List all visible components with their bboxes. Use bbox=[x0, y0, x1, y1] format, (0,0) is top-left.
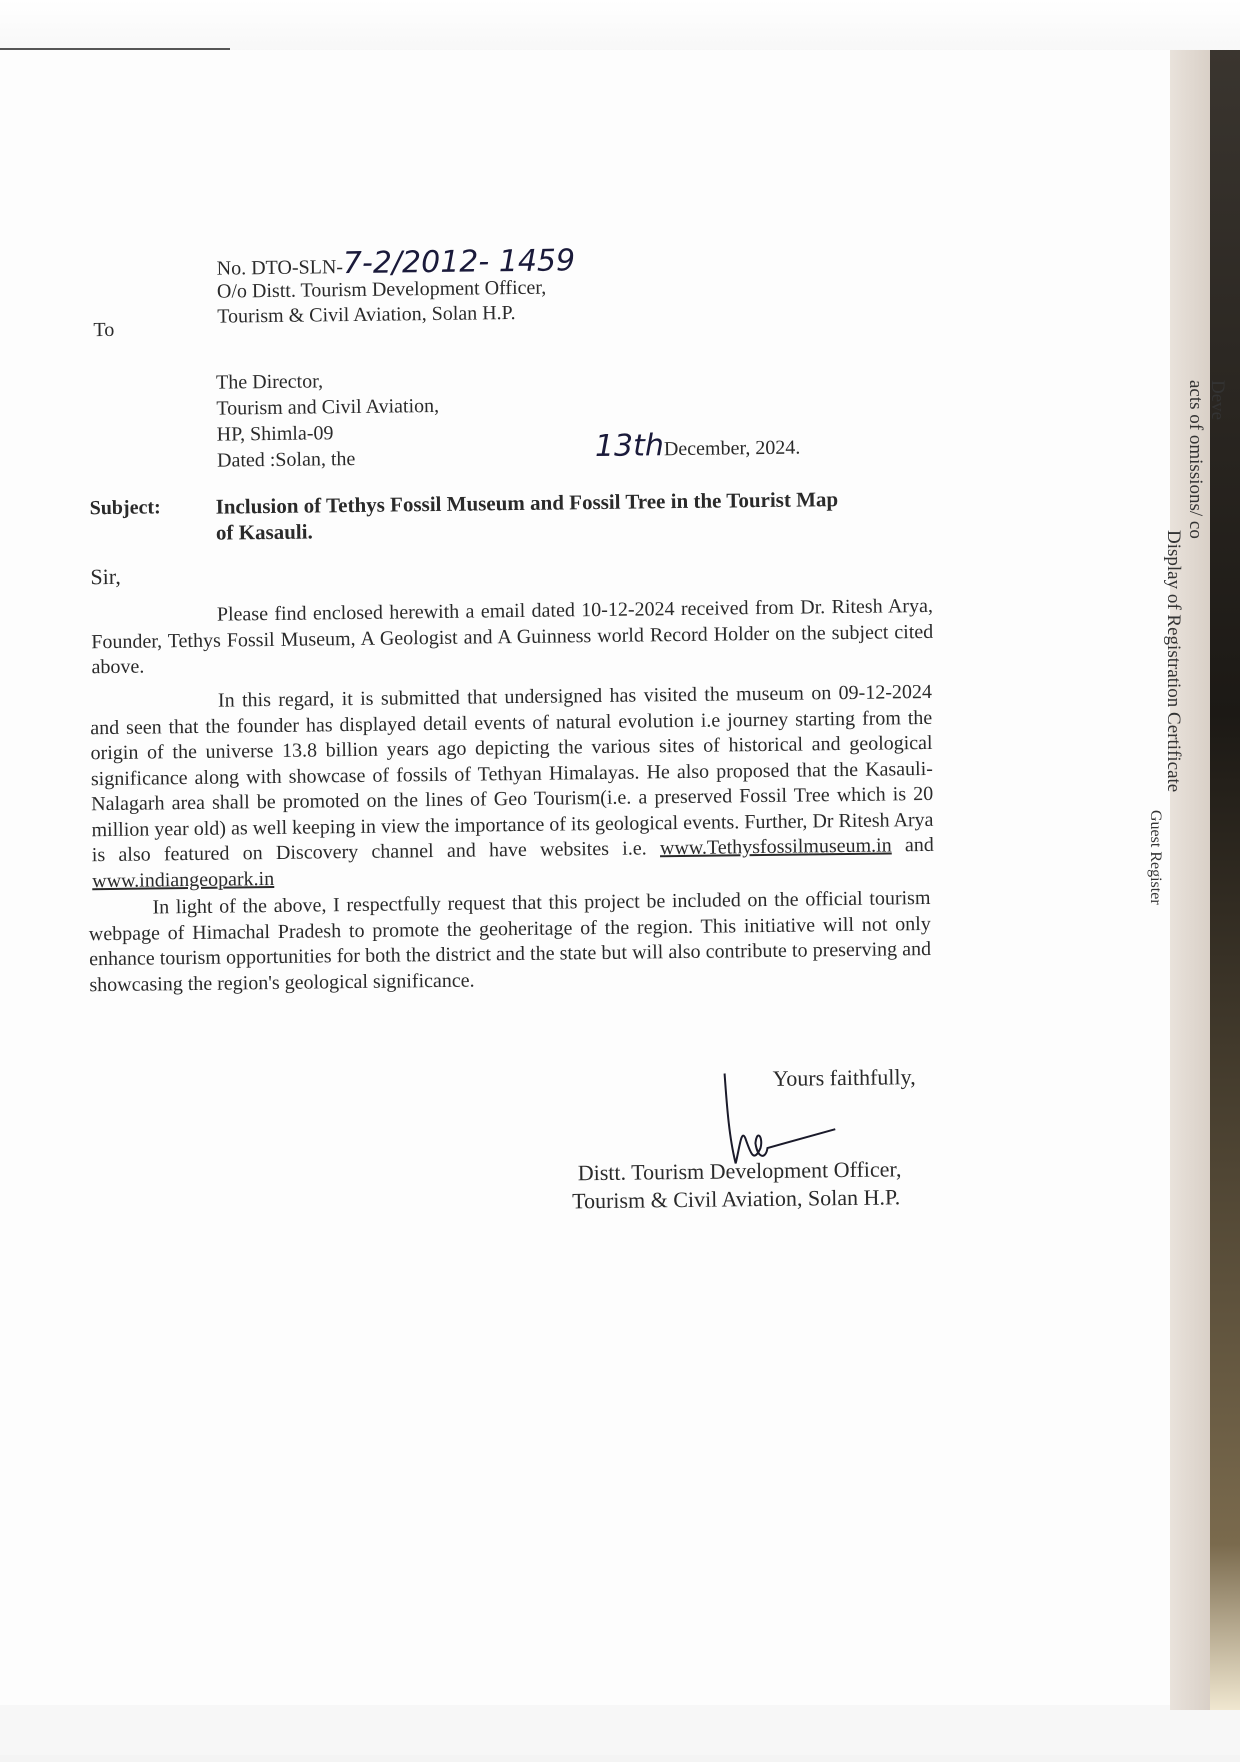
paragraph-2-text: In this regard, it is submitted that undersigned has visited the museum on 09-12-2024 and seen that the founder has displayed detail events of natural evolution i.e journey starting from the origin of the universe 13.8 billion years ago depicting the various sites of historical and geological significance along with showcase of fossils of Tethyan Himalayas. He also proposed that the Kasauli-Nalagarh area shall be promoted on the lines of Geo Tourism(i.e. a preserved Fossil Tree which is 20 million year old) as well keeping in view the importance of its geological events. Further, Dr Ritesh Arya is also featured on Discovery channel and have websites i.e. bbox=[90, 680, 934, 867]
underlying-text: acts of omissions/ co bbox=[1185, 380, 1206, 539]
closing-yours-faithfully: Yours faithfully, bbox=[772, 1064, 916, 1091]
paragraph-2 bbox=[90, 680, 934, 894]
salutation: Sir, bbox=[90, 563, 121, 590]
to-label: To bbox=[93, 318, 115, 342]
underlying-text: Guest Register bbox=[1147, 810, 1164, 905]
subject-label: Subject: bbox=[89, 496, 161, 520]
recipient-line: The Director, bbox=[215, 370, 324, 394]
recipient-line: HP, Shimla-09 bbox=[216, 422, 334, 446]
link-indian-geopark[interactable]: www.indiangeopark.in bbox=[92, 867, 275, 892]
underlying-text: Deve bbox=[1207, 380, 1228, 421]
underlying-text: Display of Registration Certificate bbox=[1163, 530, 1184, 793]
recipient-line: Tourism and Civil Aviation, bbox=[216, 394, 440, 420]
signatory-designation: Distt. Tourism Development Officer, bbox=[577, 1156, 902, 1186]
link-tethys-fossil-museum[interactable]: www.Tethysfossilmuseum.in bbox=[659, 834, 892, 860]
date-handwritten: 13th bbox=[594, 428, 665, 465]
reference-handwritten: 7-2/2012- 1459 bbox=[342, 243, 576, 282]
office-line: O/o Distt. Tourism Development Officer, bbox=[216, 276, 547, 303]
subject-line: Inclusion of Tethys Fossil Museum and Fossil Tree in the Tourist Map bbox=[215, 487, 839, 519]
office-line: Tourism & Civil Aviation, Solan H.P. bbox=[217, 302, 516, 328]
date bbox=[594, 428, 801, 465]
paragraph-2-and: and bbox=[891, 833, 934, 857]
paragraph-3: In light of the above, I respectfully request that this project be included on the official tourism webpage of Himachal Pradesh to promote the geoheritage of the region. This initiative will not only enhance tourism opportunities for both the district and the state but will also contribute to preserving and showcasing the region's geological significance. bbox=[88, 886, 932, 996]
dated-label: Dated :Solan, the bbox=[216, 447, 356, 472]
reference-prefix: No. DTO-SLN- bbox=[216, 256, 344, 280]
signatory-office: Tourism & Civil Aviation, Solan H.P. bbox=[571, 1184, 901, 1214]
date-text: December, 2024. bbox=[663, 436, 801, 461]
subject-line: of Kasauli. bbox=[215, 519, 313, 545]
paragraph-1: Please find enclosed herewith a email dated 10-12-2024 received from Dr. Ritesh Arya, Founder, Tethys Fossil Museum, A Geologist and A Guinness world Record Holder on the subject cited above. bbox=[91, 594, 934, 679]
